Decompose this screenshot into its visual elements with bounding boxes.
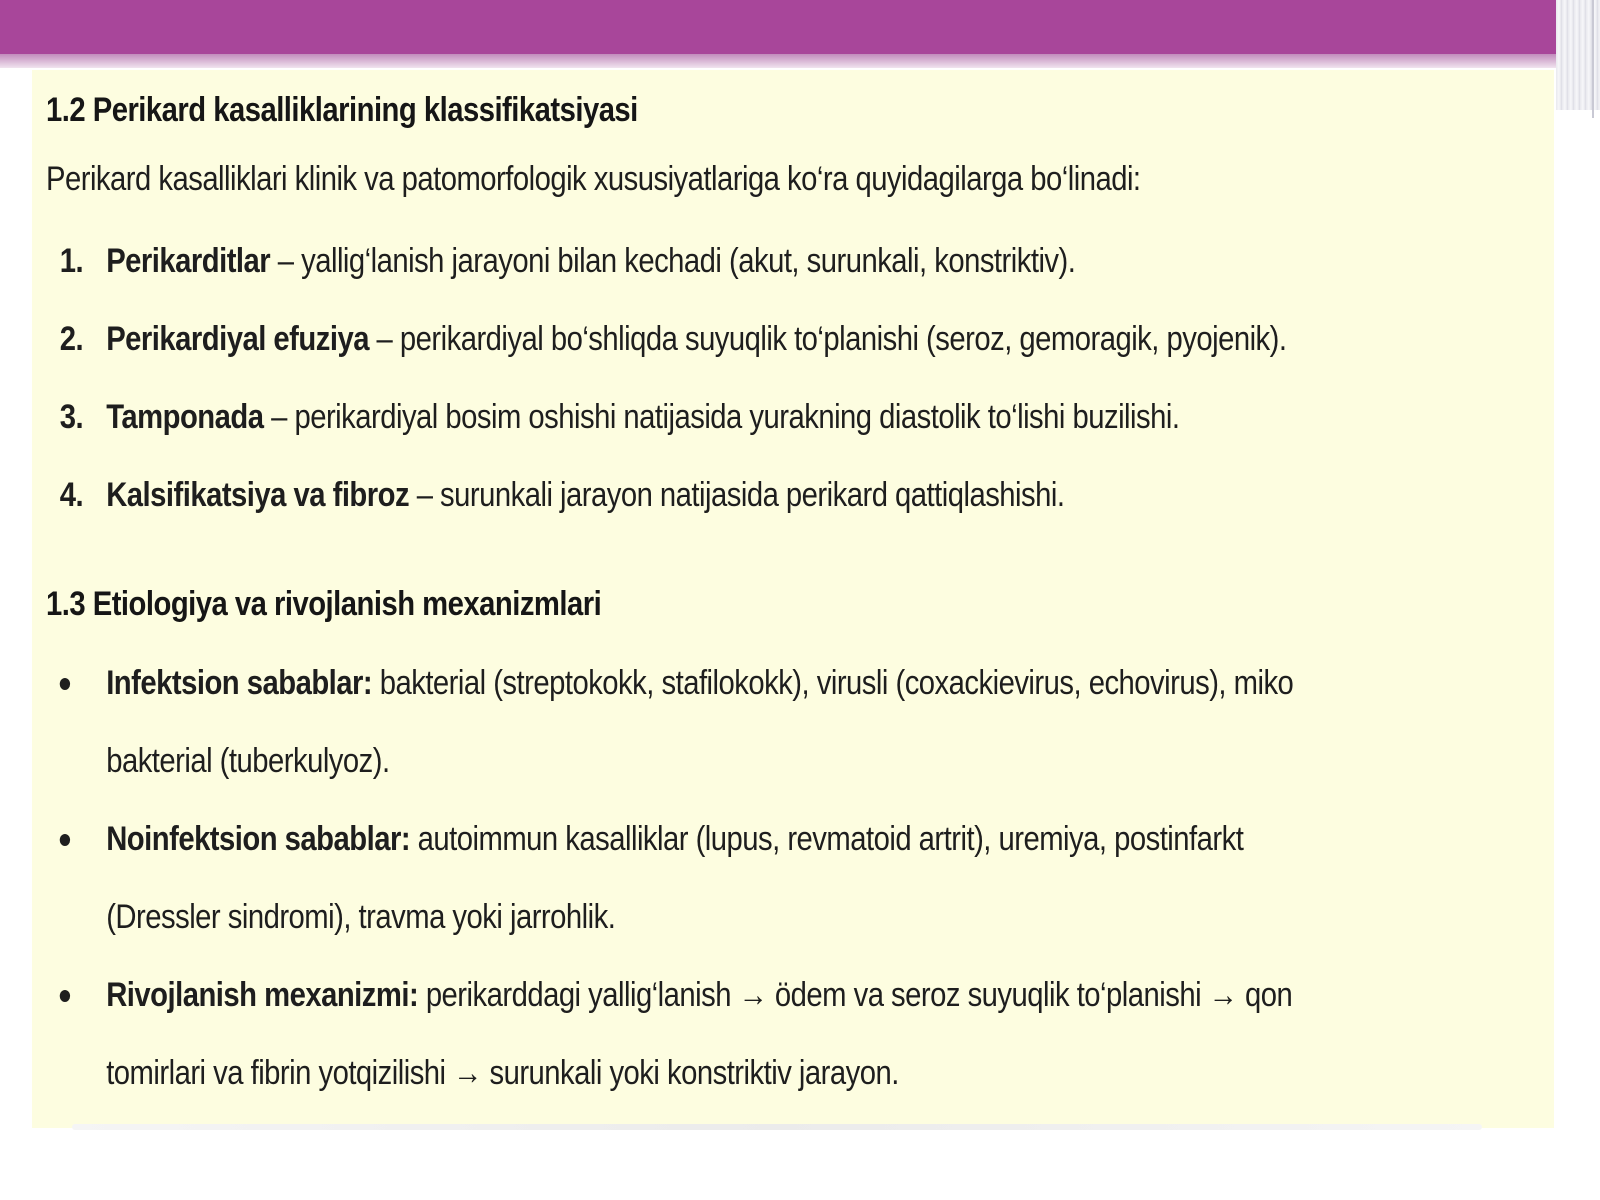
item-text: – perikardiyal bo‘shliqda suyuqlik to‘planishi (seroz, gemoragik, pyojenik).: [368, 320, 1287, 358]
list-number: 1.: [59, 242, 84, 280]
classification-item: [46, 378, 1319, 456]
bullet-icon: [60, 990, 70, 1002]
item-text: autoimmun kasalliklar (lupus, revmatoid artrit), uremiya, postinfarkt (Dressler sindromi), travma yoki jarrohlik.: [106, 820, 1244, 936]
classification-item: [46, 222, 1319, 300]
item-term: Infektsion sabablar:: [106, 664, 373, 702]
bullet-icon: [60, 834, 70, 846]
top-accent-bar: [0, 0, 1560, 54]
etiology-item: [46, 956, 1319, 1112]
classification-intro: Perikard kasalliklari klinik va patomorfologik xususiyatlariga ko‘ra quyidagilarga bo‘linadi:: [46, 160, 1141, 198]
section-heading-classification: 1.2 Perikard kasalliklarining klassifikatsiyasi: [46, 91, 638, 129]
bullet-icon: [60, 678, 70, 690]
item-text: – yallig‘lanish jarayoni bilan kechadi (akut, surunkali, konstriktiv).: [270, 242, 1076, 280]
classification-list: [46, 222, 1319, 534]
item-text: perikarddagi yallig‘lanish → ödem va seroz suyuqlik to‘planishi → qon tomirlari va fibrin yotqizilishi → surunkali yoki konstriktiv jarayon.: [106, 976, 1293, 1092]
list-number: 2.: [59, 320, 84, 358]
classification-item: [46, 300, 1319, 378]
bottom-divider: [72, 1124, 1482, 1130]
etiology-item: [46, 644, 1319, 800]
item-text: – surunkali jarayon natijasida perikard qattiqlashishi.: [409, 476, 1065, 514]
item-term: Noinfektsion sabablar:: [106, 820, 411, 858]
item-term: Kalsifikatsiya va fibroz: [106, 476, 410, 514]
list-number: 3.: [59, 398, 84, 436]
text-content: [46, 80, 1319, 1112]
item-text: bakterial (streptokokk, stafilokokk), virusli (coxackievirus, echovirus), miko bakterial (tuberkulyoz).: [106, 664, 1294, 780]
list-number: 4.: [59, 476, 84, 514]
item-term: Tamponada: [106, 398, 264, 436]
right-edge-line: [1592, 0, 1594, 118]
section-heading-etiology: 1.3 Etiologiya va rivojlanish mexanizmlari: [46, 585, 602, 623]
item-text: – perikardiyal bosim oshishi natijasida yurakning diastolik to‘lishi buzilishi.: [263, 398, 1180, 436]
etiology-item: [46, 800, 1319, 956]
top-bar-shadow: [0, 54, 1560, 68]
classification-item: [46, 456, 1319, 534]
etiology-list: [46, 644, 1319, 1112]
item-term: Rivojlanish mexanizmi:: [106, 976, 419, 1014]
item-term: Perikardiyal efuziya: [106, 320, 369, 358]
item-term: Perikarditlar: [106, 242, 271, 280]
section-spacer: [46, 534, 1319, 574]
